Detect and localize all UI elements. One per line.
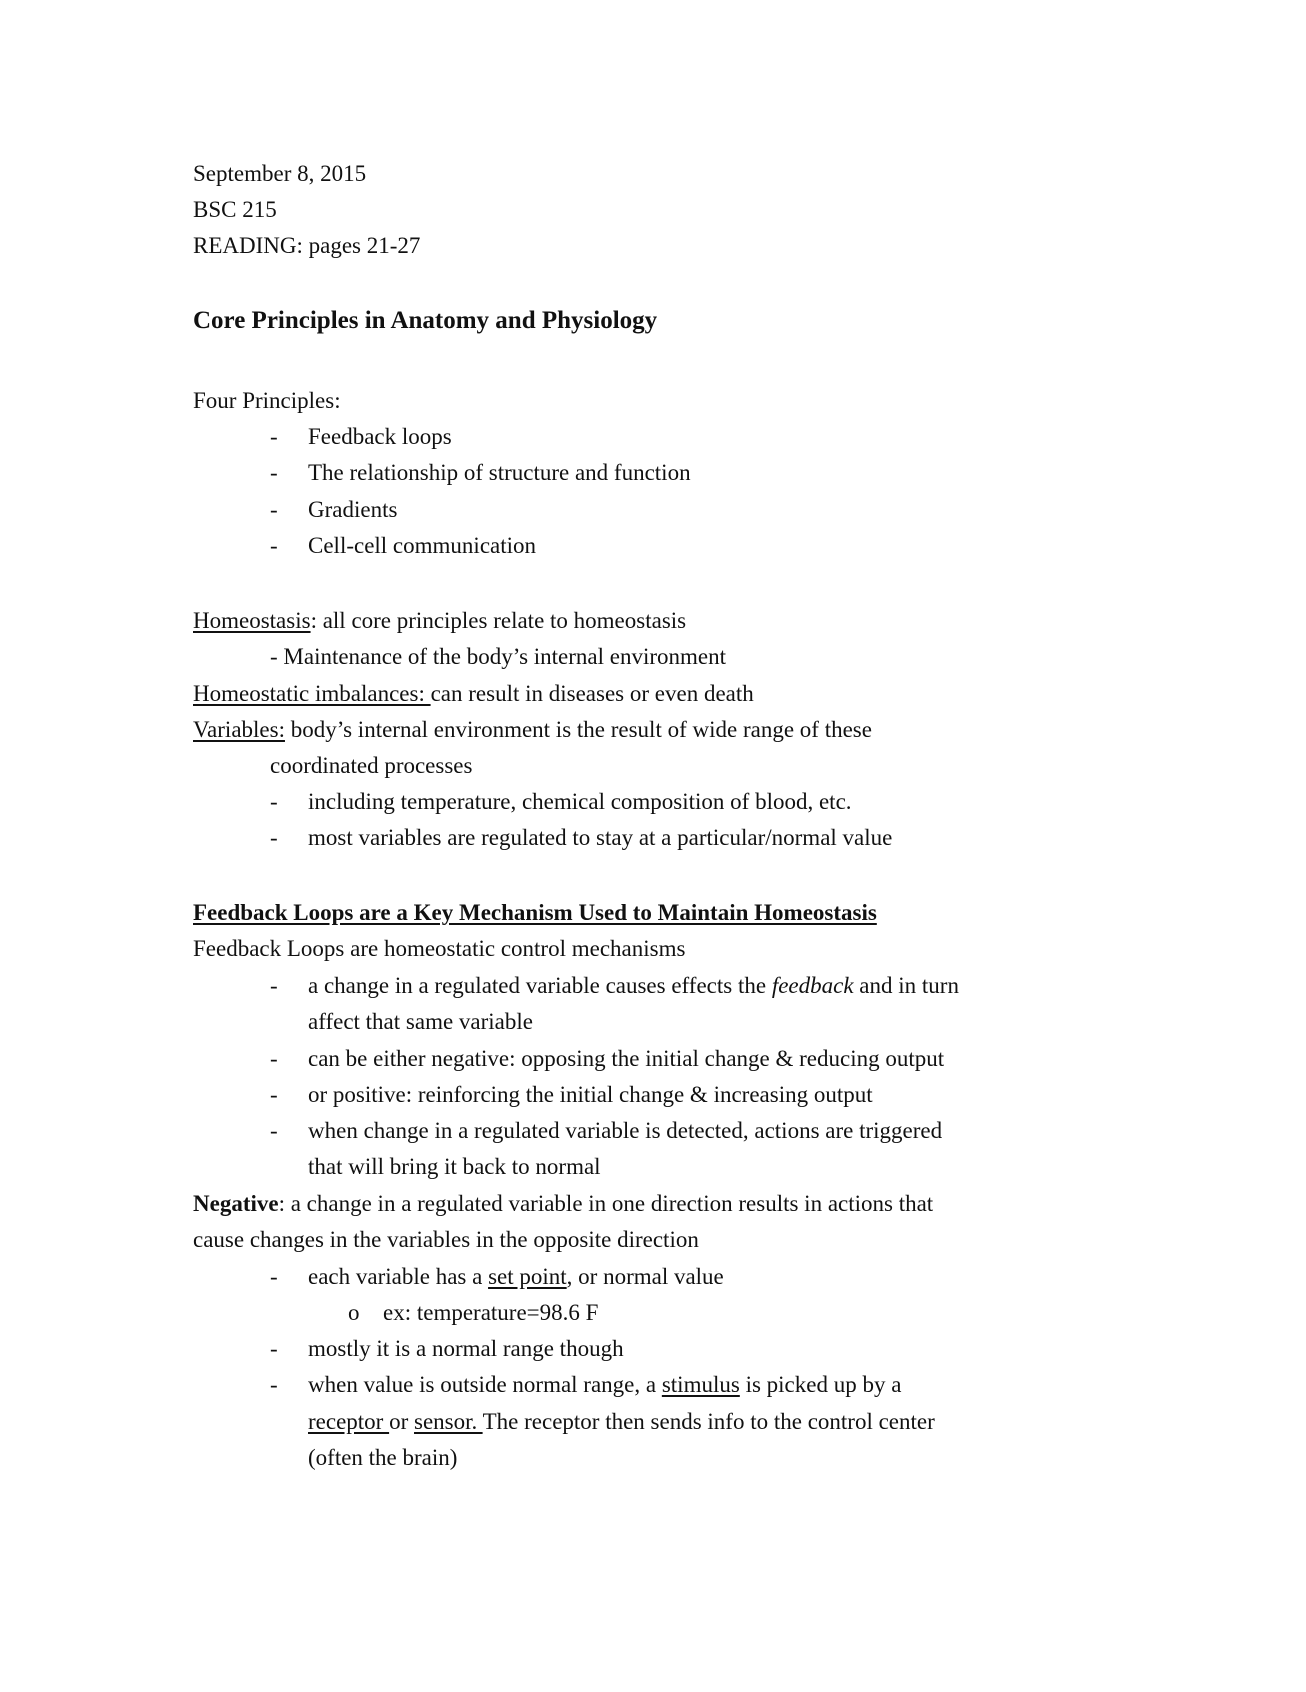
variables-term: Variables: <box>193 717 285 742</box>
negative-text-cont: cause changes in the variables in the opposite direction <box>193 1227 699 1252</box>
list-bullet: - <box>270 1046 278 1071</box>
feedback-item-text: a change in a regulated variable causes effects the <box>308 973 772 998</box>
four-principles-label: Four Principles: <box>193 388 341 413</box>
sub-bullet: o <box>348 1300 360 1325</box>
sensor-term: sensor. <box>414 1409 483 1434</box>
list-bullet: - <box>270 1264 278 1289</box>
negative-item-text: when value is outside normal range, a <box>308 1372 662 1397</box>
list-bullet: - <box>270 1082 278 1107</box>
course-line: BSC 215 <box>193 197 277 222</box>
list-item <box>308 968 959 1003</box>
homeostasis-sub: - Maintenance of the body’s internal environment <box>270 644 727 669</box>
list-item: when change in a regulated variable is detected, actions are triggered <box>308 1118 943 1143</box>
list-item: Feedback loops <box>308 424 452 449</box>
list-bullet: - <box>270 973 278 998</box>
negative-item-text: is picked up by a <box>739 1372 902 1397</box>
list-bullet: - <box>270 1372 278 1397</box>
list-item-cont <box>308 1404 935 1439</box>
stimulus-term: stimulus <box>661 1372 740 1397</box>
list-bullet: - <box>270 460 278 485</box>
list-item-cont: affect that same variable <box>308 1009 533 1034</box>
list-item: mostly it is a normal range though <box>308 1336 624 1361</box>
homeostasis-text: : all core principles relate to homeostasis <box>310 608 687 633</box>
document-title: Core Principles in Anatomy and Physiology <box>193 307 658 334</box>
variables-text-cont: coordinated processes <box>270 753 473 778</box>
list-item <box>308 1367 901 1402</box>
list-bullet: - <box>270 533 278 558</box>
reading-line: READING: pages 21-27 <box>193 233 421 258</box>
negative-text: : a change in a regulated variable in one direction results in actions that <box>278 1191 934 1216</box>
list-item <box>308 1259 724 1294</box>
receptor-term: receptor <box>308 1409 390 1434</box>
homeostasis-definition <box>193 603 686 638</box>
list-bullet: - <box>270 1118 278 1143</box>
list-item: can be either negative: opposing the initial change & reducing output <box>308 1046 945 1071</box>
list-bullet: - <box>270 1336 278 1361</box>
negative-definition <box>193 1186 933 1221</box>
negative-item-text: The receptor then sends info to the control center <box>482 1409 935 1434</box>
negative-item-text: or <box>389 1409 415 1434</box>
imbalances-definition <box>193 676 754 711</box>
date-line: September 8, 2015 <box>193 161 367 186</box>
list-item-cont: that will bring it back to normal <box>308 1154 601 1179</box>
variables-text: body’s internal environment is the result of wide range of these <box>284 717 872 742</box>
negative-item-text: each variable has a <box>308 1264 489 1289</box>
feedback-intro: Feedback Loops are homeostatic control mechanisms <box>193 936 686 961</box>
list-item: Cell-cell communication <box>308 533 537 558</box>
feedback-emphasis: feedback <box>771 973 854 998</box>
feedback-section-heading: Feedback Loops are a Key Mechanism Used to Maintain Homeostasis <box>193 900 877 925</box>
list-item-cont: (often the brain) <box>308 1445 458 1470</box>
list-bullet: - <box>270 497 278 522</box>
sub-list-item: ex: temperature=98.6 F <box>383 1300 599 1325</box>
set-point-term: set point <box>488 1264 567 1289</box>
feedback-item-text: and in turn <box>853 973 959 998</box>
negative-item-text: , or normal value <box>566 1264 724 1289</box>
imbalances-term: Homeostatic imbalances: <box>193 681 431 706</box>
list-bullet: - <box>270 424 278 449</box>
list-item: most variables are regulated to stay at a particular/normal value <box>308 825 893 850</box>
list-item: The relationship of structure and function <box>308 460 691 485</box>
list-item: including temperature, chemical composition of blood, etc. <box>308 789 852 814</box>
list-item: or positive: reinforcing the initial change & increasing output <box>308 1082 873 1107</box>
list-item: Gradients <box>308 497 398 522</box>
list-bullet: - <box>270 825 278 850</box>
negative-term: Negative <box>193 1191 279 1216</box>
imbalances-text: can result in diseases or even death <box>430 681 754 706</box>
list-bullet: - <box>270 789 278 814</box>
variables-definition <box>193 712 872 747</box>
homeostasis-term: Homeostasis <box>193 608 311 633</box>
